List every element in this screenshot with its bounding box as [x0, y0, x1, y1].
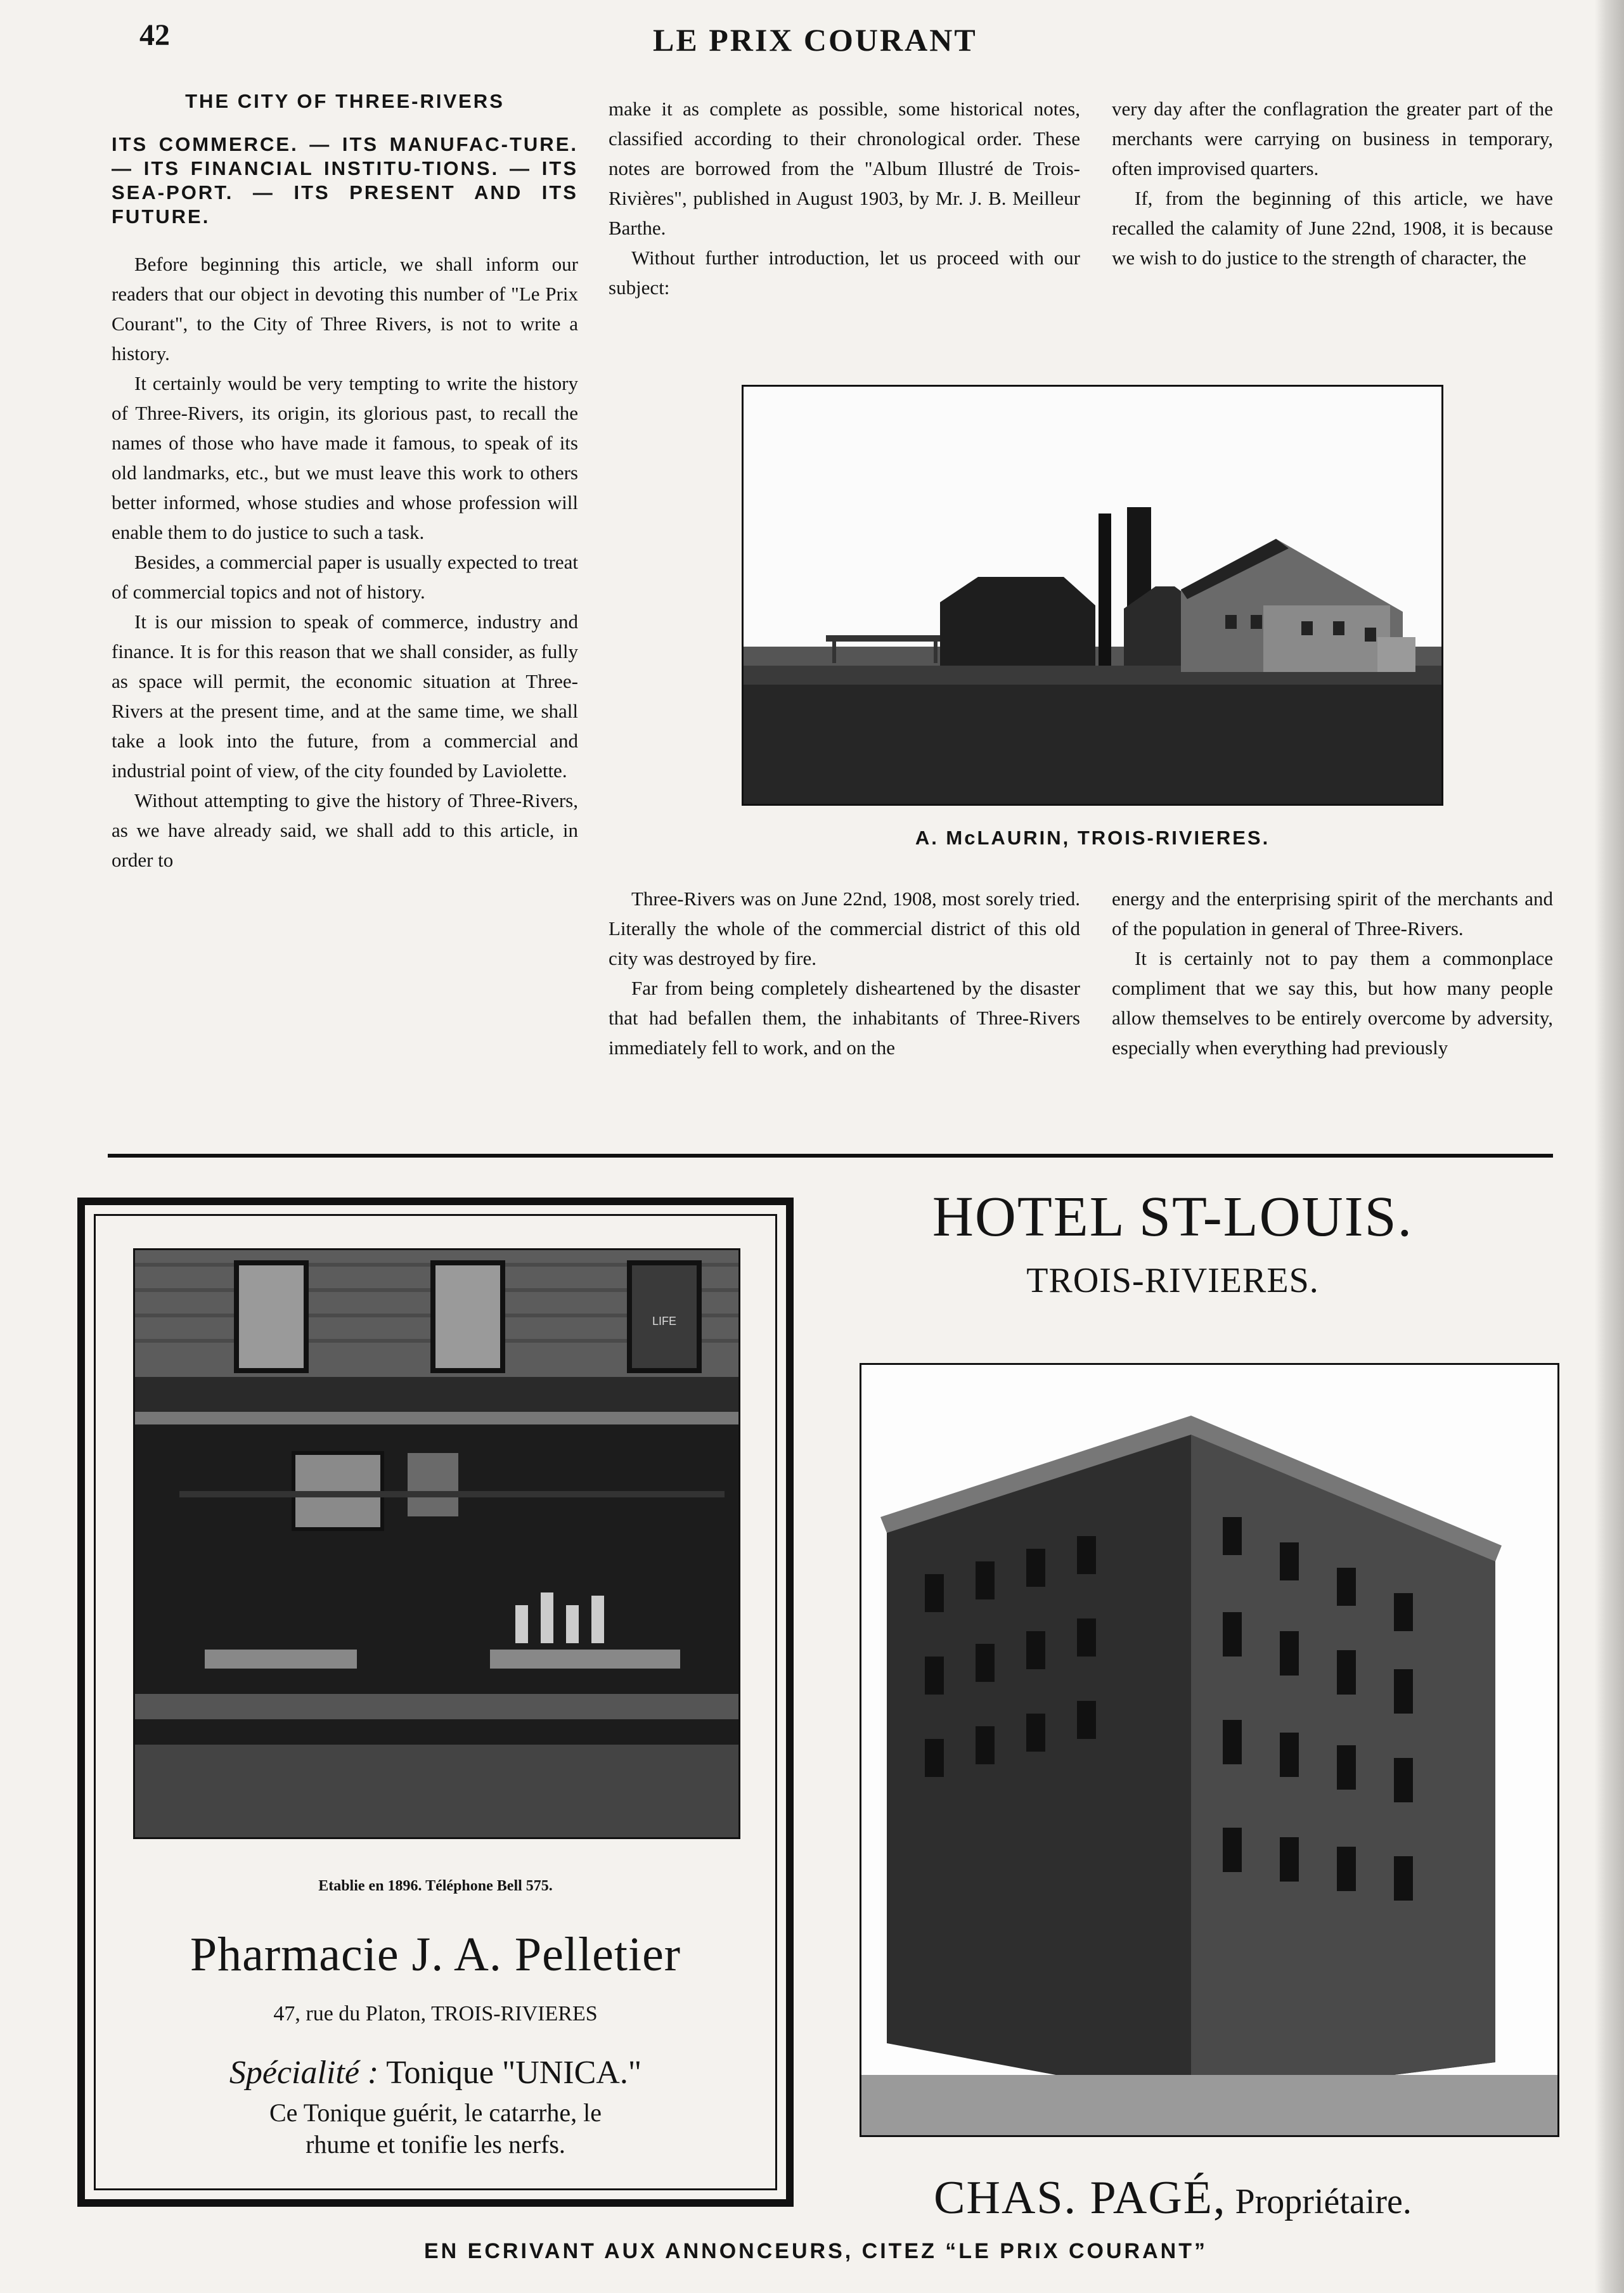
article-subtitle: ITS COMMERCE. — ITS MANUFAC-TURE. — ITS FINANCIAL INSTITU-TIONS. — ITS SEA-PORT. — ITS PRESENT AND ITS FUTURE.	[112, 133, 578, 228]
pharmacie-description: Ce Tonique guérit, le catarrhe, le rhume et tonifie les nerfs.	[269, 2098, 602, 2159]
paragraph: very day after the conflagration the greater part of the merchants were carrying on business in temporary, often improvised quarters.	[1112, 98, 1553, 179]
specialty-value: Tonique "UNICA."	[378, 2055, 642, 2091]
paragraph: It is our mission to speak of commerce, industry and finance. It is for this reason that we shall consider, as fully as space will permit, the economic situation at Three-Rivers at the present time, and at the same time, we shall take a look into the future, from a commercial and industrial point of view, of the city founded by Laviolette.	[112, 610, 578, 782]
section-divider	[108, 1154, 1553, 1158]
paragraph: Besides, a commercial paper is usually expected to treat of commercial topics and not of history.	[112, 551, 578, 603]
page-edge-shadow	[1595, 0, 1624, 2293]
paragraph: Three-Rivers was on June 22nd, 1908, most sorely tried. Literally the whole of the commercial district of this old city was destroyed by fire.	[609, 888, 1080, 969]
storefront-illustration	[135, 1250, 738, 1837]
photo-pharmacie-storefront	[133, 1248, 740, 1839]
hotel-owner-name: CHAS. PAGÉ,	[934, 2172, 1227, 2224]
specialty-label: Spécialité :	[229, 2055, 379, 2091]
photo-caption: A. McLAURIN, TROIS-RIVIERES.	[915, 827, 1270, 849]
paragraph: It certainly would be very tempting to write the history of Three-Rivers, its origin, its glorious past, to recall the names of those who have made it famous, to speak of its old landmarks, etc., but we must leave this work to others better informed, whose studies and whose profession will enable them to do justice to such a task.	[112, 372, 578, 543]
article-column-3-top	[1112, 94, 1553, 341]
hotel-title: HOTEL ST-LOUIS.	[932, 1185, 1414, 1248]
hotel-illustration	[861, 1365, 1557, 2135]
pharmacie-specialty	[77, 2054, 794, 2091]
masthead: LE PRIX COURANT	[653, 22, 977, 58]
window-sign-text: LIFE	[652, 1315, 677, 1327]
paragraph: Before beginning this article, we shall inform our readers that our object in devoting this number of "Le Prix Courant", to the City of Three Rivers, is not to write a history.	[112, 253, 578, 365]
factory-illustration	[744, 387, 1441, 804]
paragraph: It is certainly not to pay them a commonplace compliment that we say this, but how many people allow themselves to be entirely overcome by adversity, especially when everything had previously	[1112, 947, 1553, 1059]
paragraph: Without attempting to give the history of Three-Rivers, as we have already said, we shall add to this article, in order to	[112, 789, 578, 871]
pharmacie-name: Pharmacie J. A. Pelletier	[190, 1928, 681, 1981]
paragraph: Far from being completely disheartened by the disaster that had befallen them, the inhabitants of Three-Rivers immediately fell to work, and on the	[609, 977, 1080, 1059]
photo-mclaurin-factory	[742, 385, 1443, 806]
footer-notice: EN ECRIVANT AUX ANNONCEURS, CITEZ “LE PRIX COURANT”	[423, 2239, 1208, 2263]
pharmacie-address: 47, rue du Platon, TROIS-RIVIERES	[273, 2002, 598, 2025]
article-column-3-bottom	[1112, 884, 1553, 1063]
article-column-2-top	[609, 94, 1080, 302]
paragraph: energy and the enterprising spirit of the merchants and of the population in general of Three-Rivers.	[1112, 888, 1553, 940]
hotel-city: TROIS-RIVIERES.	[1026, 1261, 1319, 1300]
paragraph: make it as complete as possible, some historical notes, classified according to their chronological order. These notes are borrowed from the "Album Illustré de Trois-Rivières", published in August 1903, by Mr. J. B. Meilleur Barthe.	[609, 98, 1080, 239]
article-column-1	[112, 86, 578, 875]
paragraph: If, from the beginning of this article, we have recalled the calamity of June 22nd, 1908, it is because we wish to do justice to the strength of character, the	[1112, 187, 1553, 269]
pharmacie-established: Etablie en 1896. Téléphone Bell 575.	[318, 1878, 553, 1894]
photo-hotel-st-louis	[860, 1363, 1559, 2137]
page-number: 42	[139, 18, 170, 52]
hotel-owner-role: Propriétaire.	[1226, 2182, 1412, 2221]
article-column-2-bottom	[609, 884, 1080, 1063]
paragraph: Without further introduction, let us proceed with our subject:	[609, 247, 1080, 299]
article-title: THE CITY OF THREE-RIVERS	[185, 90, 505, 112]
hotel-owner	[824, 2171, 1521, 2225]
